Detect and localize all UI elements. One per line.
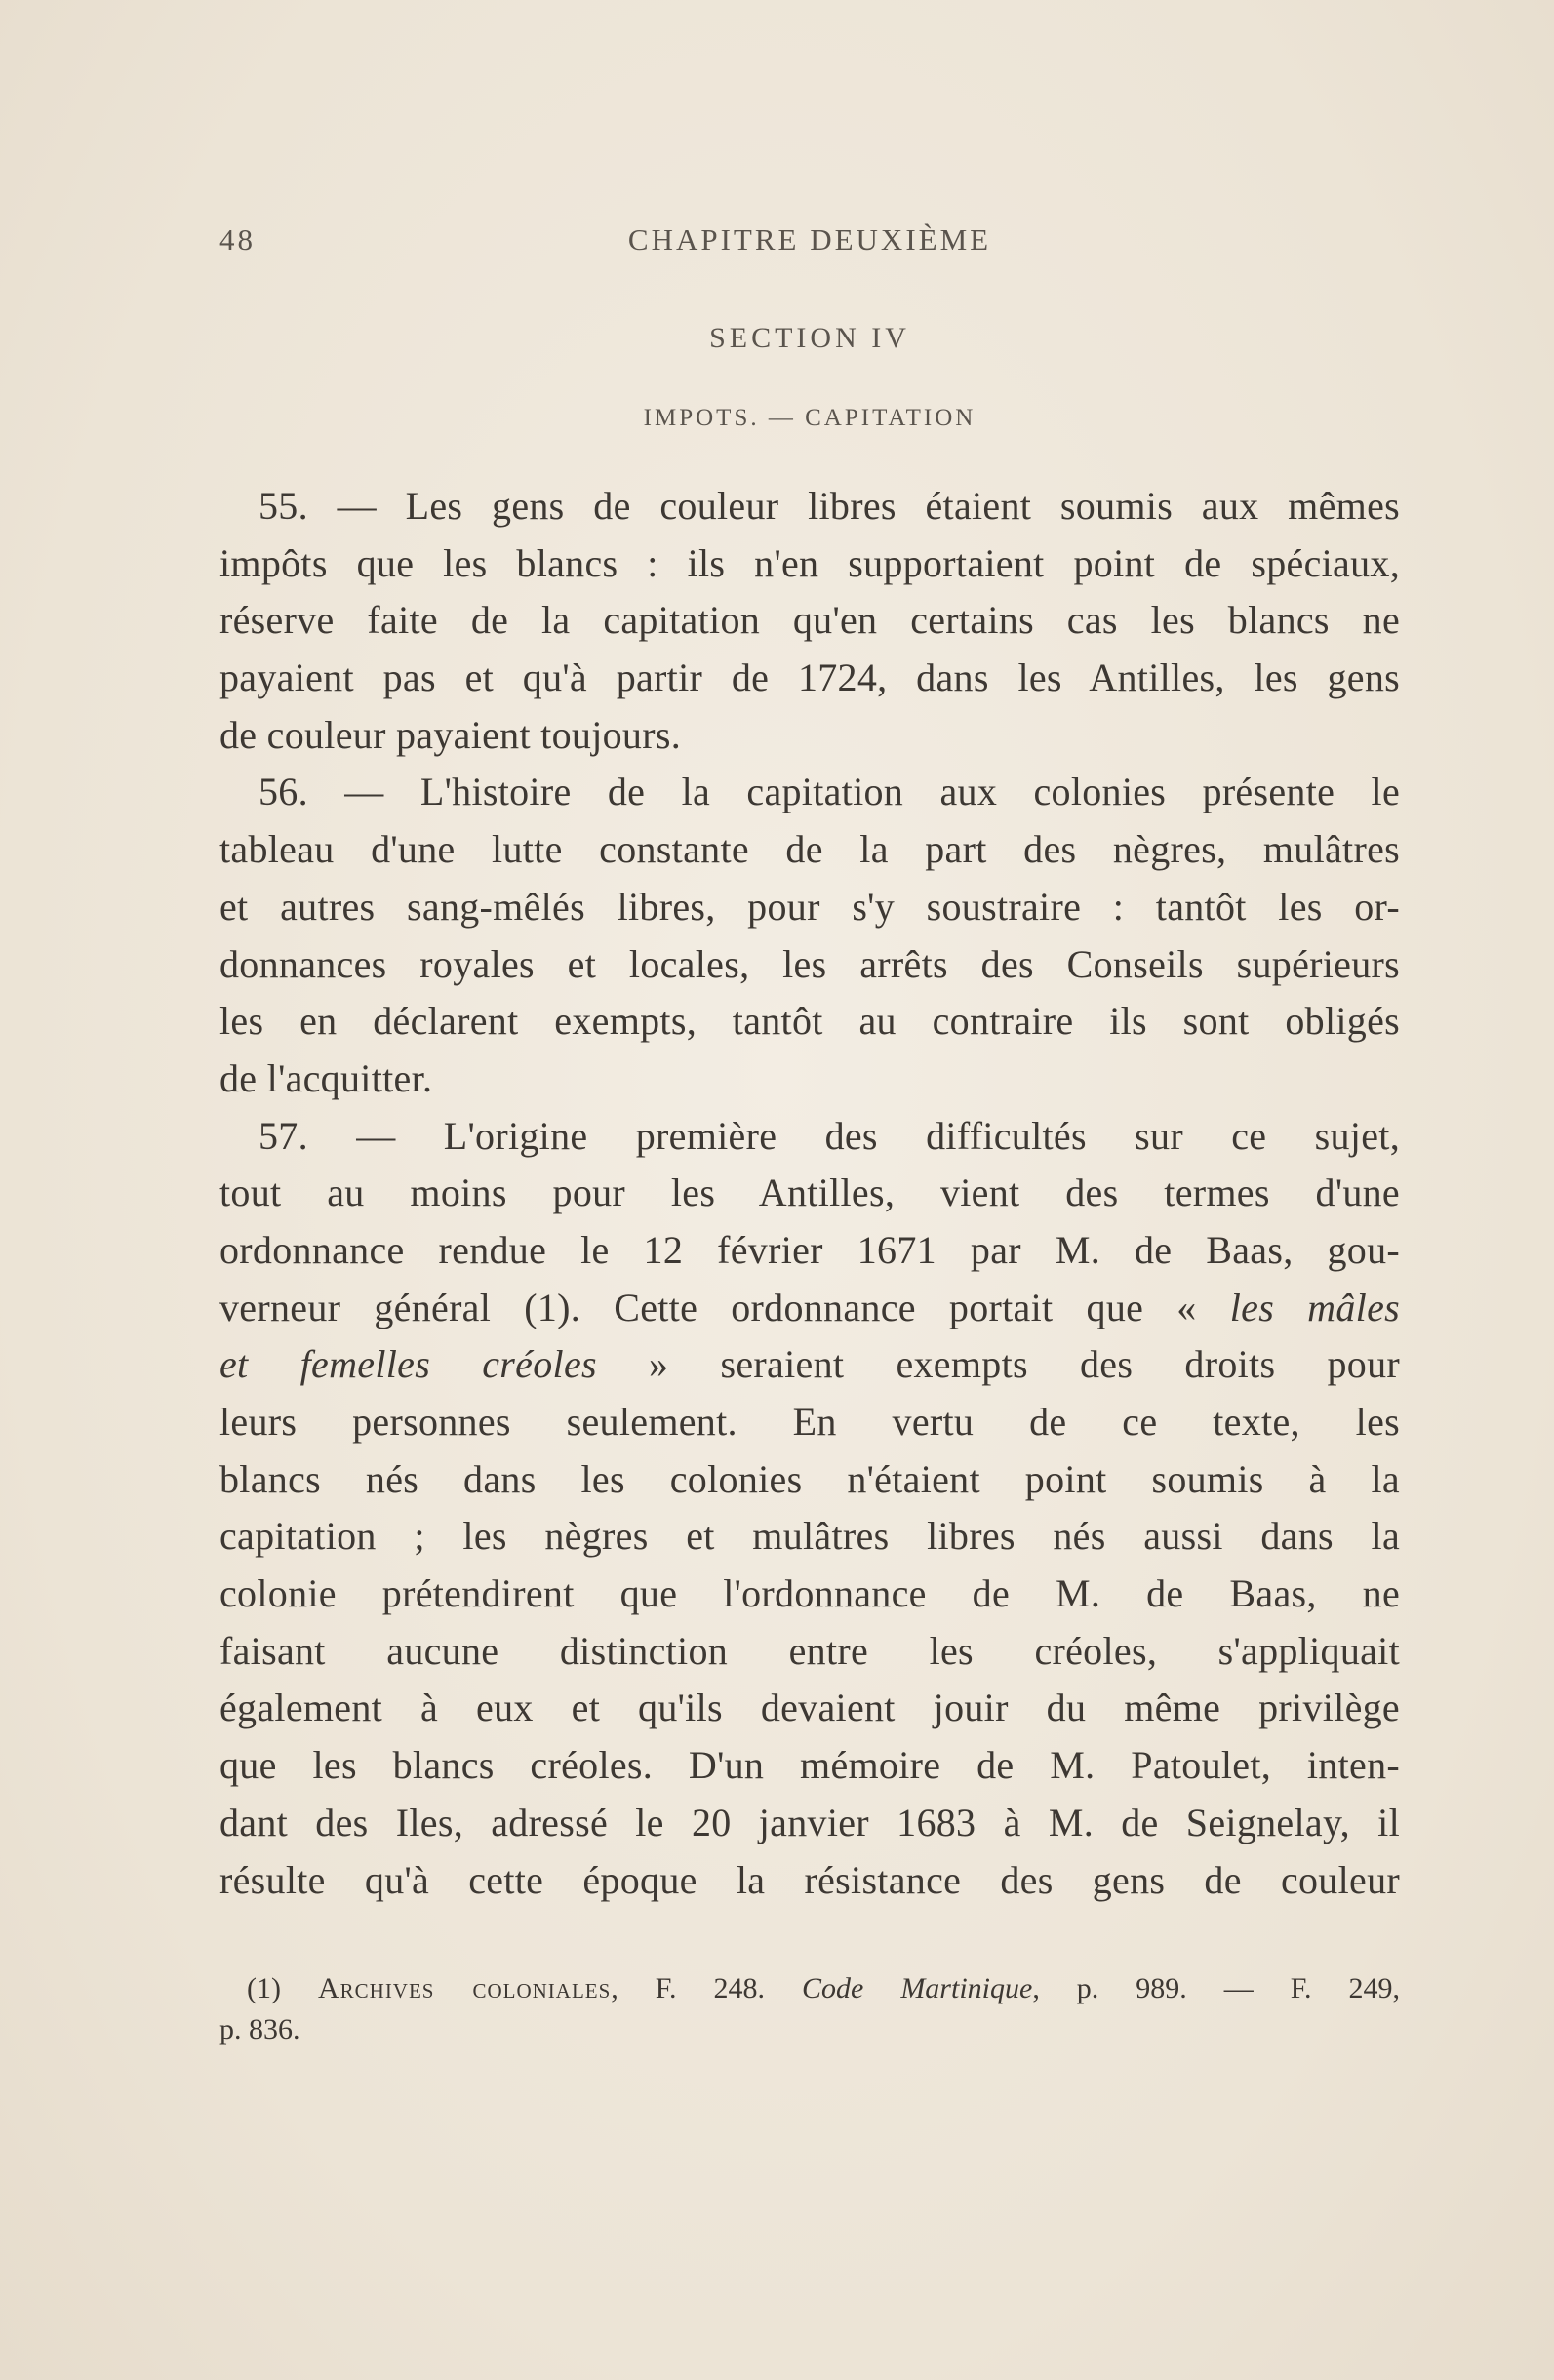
body-line: les en déclarent exempts, tantôt au contraire ils sont obligés: [219, 999, 1400, 1044]
body-line: leurs personnes seulement. En vertu de ce texte, les: [219, 1400, 1400, 1444]
body-line: capitation ; les nègres et mulâtres libres nés aussi dans la: [219, 1514, 1400, 1559]
footnote-source: Archives coloniales: [317, 1972, 612, 2004]
body-line: colonie prétendirent que l'ordonnance de M. de Baas, ne: [219, 1571, 1400, 1616]
body-line: réserve faite de la capitation qu'en certains cas les blancs ne: [219, 598, 1400, 643]
body-line: résulte qu'à cette époque la résistance des gens de couleur: [219, 1857, 1400, 1902]
body-text: [219, 478, 1400, 1909]
body-line: de couleur payaient toujours.: [219, 712, 681, 757]
body-line: 55. — Les gens de couleur libres étaient soumis aux mêmes: [259, 484, 1400, 528]
italic-phrase: et femelles créoles: [219, 1342, 597, 1387]
italic-phrase: les mâles: [1229, 1285, 1400, 1329]
body-line: faisant aucune distinction entre les créoles, s'appliquait: [219, 1628, 1400, 1673]
running-head: [219, 222, 1400, 261]
section-heading: SECTION IV: [709, 322, 910, 354]
body-line: que les blancs créoles. D'un mémoire de M. Patoulet, inten-: [219, 1743, 1400, 1788]
body-line-part: » seraient exempts des droits pour: [596, 1342, 1400, 1387]
body-line: de l'acquitter.: [219, 1055, 433, 1100]
body-line: blancs nés dans les colonies n'étaient point soumis à la: [219, 1456, 1400, 1501]
section-subheading: IMPOTS. — CAPITATION: [643, 405, 976, 431]
body-line: payaient pas et qu'à partir de 1724, dans les Antilles, les gens: [219, 655, 1400, 700]
body-line: tout au moins pour les Antilles, vient des termes d'une: [219, 1170, 1400, 1215]
footnotes: [219, 1968, 1400, 2050]
body-line: également à eux et qu'ils devaient jouir du même privilège: [219, 1686, 1400, 1730]
footnote-ref: , p. 989. — F. 249,: [1032, 1972, 1400, 2004]
footnote-marker: (1): [247, 1972, 318, 2004]
body-line: [219, 1336, 1400, 1394]
footnote-line: [219, 1968, 1400, 2009]
footnote-title: Code Martinique: [802, 1972, 1033, 2004]
body-line: 57. — L'origine première des difficultés sur ce sujet,: [259, 1113, 1400, 1158]
footnote-ref: , F. 248.: [611, 1972, 803, 2004]
body-line-part: verneur général (1). Cette ordonnance portait que «: [219, 1285, 1230, 1329]
body-line: donnances royales et locales, les arrêts des Conseils supérieurs: [219, 941, 1400, 986]
body-line: 56. — L'histoire de la capitation aux colonies présente le: [259, 770, 1400, 814]
page-number: 48: [219, 222, 256, 257]
body-line: impôts que les blancs : ils n'en supportaient point de spéciaux,: [219, 540, 1400, 585]
body-line: et autres sang-mêlés libres, pour s'y soustraire : tantôt les or-: [219, 884, 1400, 929]
body-line: [219, 1280, 1400, 1337]
footnote-line: p. 836.: [219, 2013, 300, 2045]
body-line: ordonnance rendue le 12 février 1671 par M. de Baas, gou-: [219, 1227, 1400, 1272]
body-line: tableau d'une lutte constante de la part des nègres, mulâtres: [219, 827, 1400, 872]
chapter-title: CHAPITRE DEUXIÈME: [627, 222, 992, 257]
body-line: dant des Iles, adressé le 20 janvier 1683 à M. de Seignelay, il: [219, 1800, 1400, 1844]
